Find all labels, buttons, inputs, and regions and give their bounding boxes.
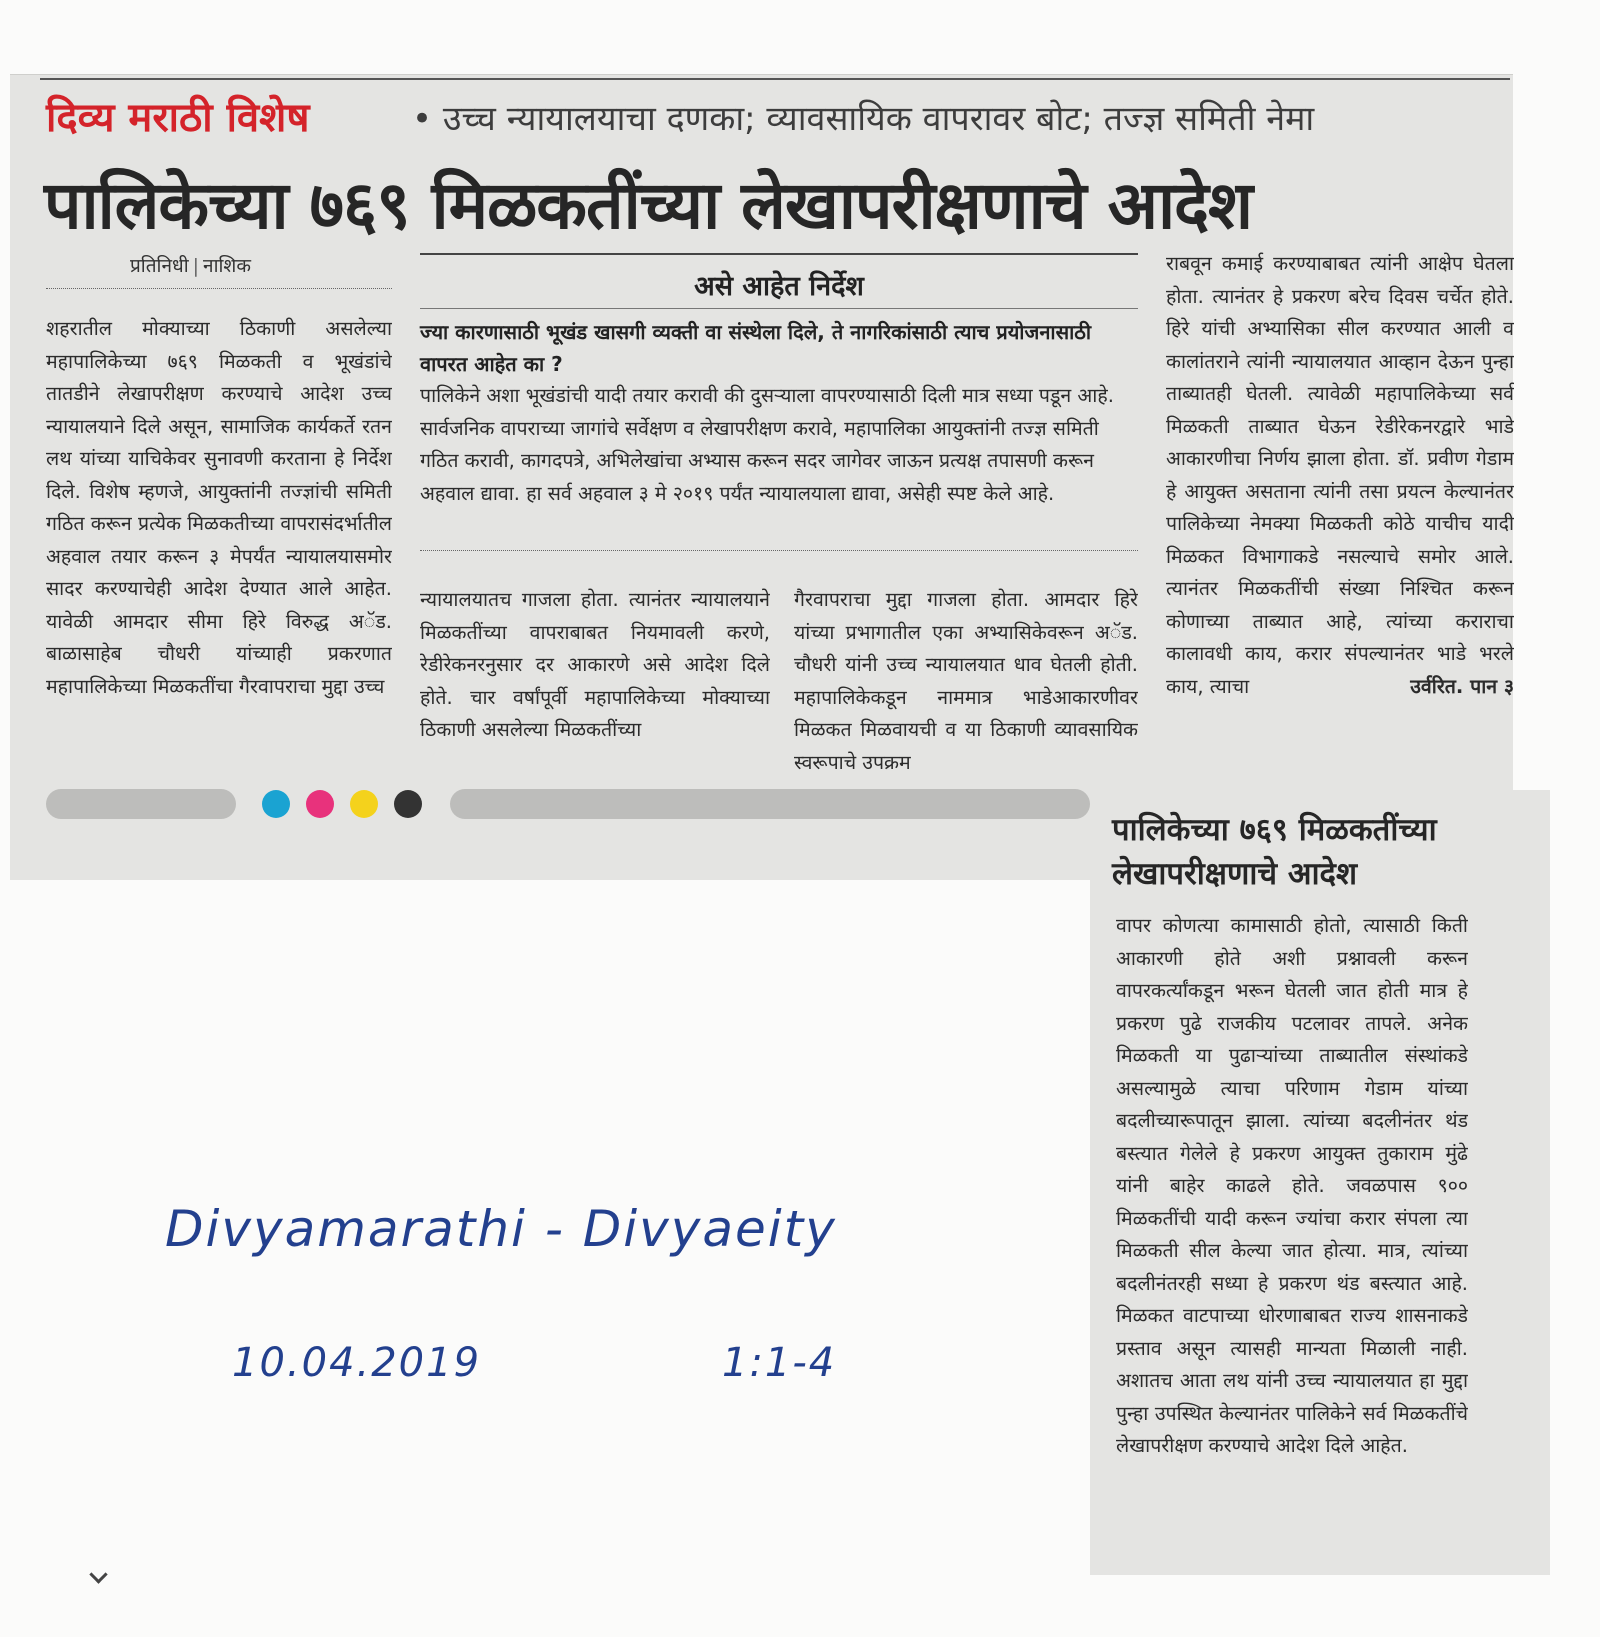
byline-author: प्रतिनिधी bbox=[130, 255, 189, 277]
headline: पालिकेच्या ७६९ मिळकतींच्या लेखापरीक्षणाचे आदेश bbox=[44, 167, 1252, 244]
section-brand: दिव्य मराठी विशेष bbox=[46, 95, 310, 141]
box-title-rule bbox=[420, 308, 1138, 309]
byline-separator: | bbox=[192, 255, 200, 277]
top-rule bbox=[40, 78, 1510, 80]
pen-mark bbox=[89, 1565, 107, 1583]
byline-place: नाशिक bbox=[203, 255, 251, 277]
directives-box-body: पालिकेने अशा भूखंडांची यादी तयार करावी की दुसऱ्याला वापरण्यासाठी दिली मात्र सध्या पडून आहे. सार्वजनिक वापराच्या जागांचे सर्वेक्षण व लेखापरीक्षण करावे, महापालिका आयुक्तांनी तज्ज्ञ समिती गठित करावी, कागदपत्रे, अभिलेखांचा अभ्यास करून सदर जागेवर जाऊन प्रत्यक्ष तपासणी करून अहवाल द्यावा. हा सर्व अहवाल ३ मे २०१९ पर्यंत न्यायालयाला द्यावा, असेही स्पष्ट केले आहे. bbox=[420, 384, 1114, 505]
continuation-heading: पालिकेच्या ७६९ मिळकतींच्या लेखापरीक्षणाचे आदेश bbox=[1112, 812, 1437, 892]
registration-dot-magenta bbox=[306, 790, 334, 818]
article-column-2: न्यायालयातच गाजला होता. त्यानंतर न्यायालयाने मिळकतींच्या वापराबाबत नियमावली करणे, रेडीरेकनरनुसार दर आकारणे असे आदेश दिले होते. चार वर्षांपूर्वी महापालिकेच्या मोक्याच्या ठिकाणी असलेल्या मिळकतींच्या bbox=[420, 588, 770, 741]
registration-dot-cyan bbox=[262, 790, 290, 818]
directives-box-title: असे आहेत निर्देश bbox=[694, 271, 864, 302]
handwritten-date: 10.04.2019 bbox=[232, 1340, 482, 1386]
directives-box-lead: ज्या कारणासाठी भूखंड खासगी व्यक्ती वा संस्थेला दिले, ते नागरिकांसाठी त्याच प्रयोजनासाठी वापरत आहेत का ? bbox=[420, 320, 1092, 376]
article-column-4-text: राबवून कमाई करण्याबाबत त्यांनी आक्षेप घेतला होता. त्यानंतर हे प्रकरण बरेच दिवस चर्चेत होते. हिरे यांची अभ्यासिका सील करण्यात आली व कालांतराने त्यांनी न्यायालयात आव्हान देऊन पुन्हा ताब्यातही घेतली. त्यावेळी महापालिकेच्या सर्व मिळकती ताब्यात घेऊन रेडीरेकनरद्वारे भाडे आकारणीचा निर्णय झाला होता. डॉ. प्रवीण गेडाम हे आयुक्त असताना त्यांनी तसा प्रयत्न केल्यानंतर पालिकेच्या नेमक्या मिळकती कोठे याचीच यादी मिळकत विभागाकडे नसल्याचे समोर आले. त्यानंतर मिळकतींची संख्या निश्चित करून कोणाच्या ताब्यात आहे, त्यांच्या कराराचा कालावधी काय, करार संपल्यानंतर भाडे भरले काय, त्याचा bbox=[1166, 252, 1514, 698]
handwritten-code: 1:1-4 bbox=[722, 1340, 837, 1386]
continued-reference: उर्वरित. पान ३ bbox=[1410, 674, 1514, 698]
article-column-1: शहरातील मोक्याच्या ठिकाणी असलेल्या महापालिकेच्या ७६९ मिळकती व भूखंडांचे तातडीने लेखापरीक्षण करण्याचे आदेश उच्च न्यायालयाने दिले असून, सामाजिक कार्यकर्ते रतन लथ यांच्या याचिकेवर सुनावणी करताना हे निर्देश दिले. विशेष म्हणजे, आयुक्तांनी तज्ज्ञांची समिती गठित करून प्रत्येक मिळकतीच्या वापरासंदर्भातील अहवाल तयार करून ३ मेपर्यंत न्यायालयासमोर सादर करण्याचेही आदेश देण्यात आले आहेत. यावेळी आमदार सीमा हिरे विरुद्ध अॅड. बाळासाहेब चौधरी यांच्याही प्रकरणात महापालिकेच्या मिळकतींचा गैरवापराचा मुद्दा उच्च bbox=[46, 317, 392, 698]
kicker-deck: • उच्च न्यायालयाचा दणका; व्यावसायिक वापरावर बोट; तज्ज्ञ समिती नेमा bbox=[412, 99, 1315, 139]
print-strip-left bbox=[46, 789, 236, 819]
print-strip-right bbox=[450, 789, 1090, 819]
box-bottom-rule bbox=[420, 550, 1138, 551]
handwritten-source: Divyamarathi - Divyaeity bbox=[165, 1200, 837, 1258]
continuation-text: वापर कोणत्या कामासाठी होतो, त्यासाठी किती आकारणी होते अशी प्रश्नावली करून वापरकर्त्यांकडून भरून घेतली जात होती मात्र हे प्रकरण पुढे राजकीय पटलावर तापले. अनेक मिळकती या पुढाऱ्यांच्या ताब्यातील संस्थांकडे असल्यामुळे त्याचा परिणाम गेडाम यांच्या बदलीच्यारूपातून झाला. त्यांच्या बदलीनंतर थंड बस्त्यात गेलेले हे प्रकरण आयुक्त तुकाराम मुंढे यांनी बाहेर काढले होते. जवळपास ९०० मिळकतींची यादी करून ज्यांचा करार संपला त्या मिळकती सील केल्या जात होत्या. मात्र, त्यांच्या बदलीनंतरही सध्या हे प्रकरण थंड बस्त्यात आहे. मिळकत वाटपाच्या धोरणाबाबत राज्य शासनाकडे प्रस्ताव असून त्यासही मान्यता मिळाली नाही. अशातच आता लथ यांनी उच्च न्यायालयात हा मुद्दा पुन्हा उपस्थित केल्यानंतर पालिकेने सर्व मिळकतींचे लेखापरीक्षण करण्याचे आदेश दिले आहेत. bbox=[1116, 914, 1468, 1457]
byline-divider bbox=[46, 288, 392, 289]
byline bbox=[130, 252, 251, 278]
registration-dot-black bbox=[394, 790, 422, 818]
article-column-3: गैरवापराचा मुद्दा गाजला होता. आमदार हिरे यांच्या प्रभागातील एका अभ्यासिकेवरून अॅड. चौधरी यांनी उच्च न्यायालयात धाव घेतली होती. महापालिकेकडून नाममात्र भाडेआकारणीवर मिळकत मिळवायची व या ठिकाणी व्यावसायिक स्वरूपाचे उपक्रम bbox=[794, 588, 1138, 774]
article-column-4 bbox=[1166, 248, 1514, 775]
box-top-rule bbox=[420, 253, 1138, 255]
registration-dot-yellow bbox=[350, 790, 378, 818]
